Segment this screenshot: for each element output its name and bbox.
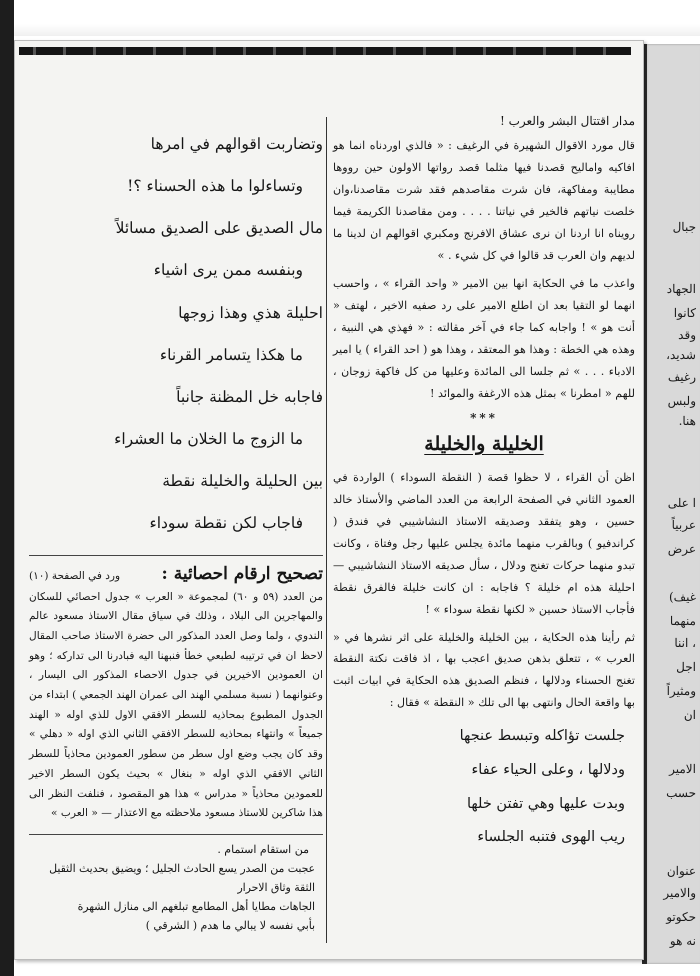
verse-line: وتساءلوا ما هذه الحسناء ؟! — [127, 177, 303, 196]
left-column — [29, 123, 323, 936]
edge-fragment: رغيف — [667, 370, 696, 384]
edge-fragment: حكوتو — [666, 910, 696, 924]
stats-correction — [29, 555, 323, 824]
intro-heading: مدار اقتتال البشر والعرب ! — [499, 114, 635, 128]
story-paragraph: اظن أن القراء ، لا حظوا قصة ( النقطة السوداء ) الواردة في العمود الثاني في الصفحة الرابعة من العدد الماضي والأستاذ خالد حسين ، وهو يتفقد وصديقه الاستاذ النشاشيبي في فندق ( كراندفيو ) وبالقرب منهما مائدة يجلس عليها رجل وفتاة ، وكانت تبدو منهما حركات تغنج ودلال ، سأل صديقه الاستاذ النشاشيبي — احليلة هذه ام خليلة ؟ فاجابه : ان كانت خليلة فالفرق نقطة فأجاب الاستاذ حسين « لكنها نقطة سوداء » ! — [333, 470, 635, 616]
scan-left-edge — [0, 0, 14, 976]
edge-fragment: عنوان — [666, 864, 696, 878]
stats-title: تصحيح ارقام احصائية : — [161, 563, 323, 584]
edge-fragment: والامير — [663, 886, 696, 900]
note-line: بأبي نفسه لا يبالي ما هدم ( الشرقي ) — [145, 918, 315, 932]
edge-fragment: اجل — [676, 660, 696, 674]
edge-fragment: عربياً — [671, 518, 696, 532]
notes-heading: من استقام استمام . — [217, 843, 309, 856]
edge-fragment: منهما — [669, 614, 696, 628]
edge-fragment: وقد — [678, 328, 696, 342]
verse-line: وبنفسه ممن يرى اشياء — [153, 261, 303, 280]
edge-fragment: الجهاد — [666, 282, 696, 296]
verse-line: جلست تؤاكله وتبسط عنجها — [459, 728, 625, 745]
stats-paragraph: من العدد (٥٩ و ٦٠) لمجموعة « العرب » جدول احصائي للسكان والمهاجرين الى البلاد ، وذلك في سياق مقال الاستاذ مسعود عالم الندوي ، ولما وصل العدد المذكور الى حضرة الاستاذ صاحب المقال لاحظ ان في ترتيبه لطبعي خطأ فنبهنا اليه فبادرنا الى تداركه ؛ وهو ان العمودين الاخيرين في جدول الاحصاء المذكور الى اليسار ، وعنوانهما ( نسبة مسلمي الهند الى عمران الهند الجمعي ) ابتداء من الجدول المطبوع بمحاذيه للسطر الافقي الاول للذي اوله « الهند جميعاً » وانتهاء بمحاذيه للسطر الافقي الثاني الذي اوله « دهلي » وقد كان يجب وضع اول سطر من سطور العمودين محاذياً للسطر الثاني الافقي الذي اوله « بنغال » بحيث يكون السطر الاخير للعمودين محاذياً « مدراس » هذا هو المقصود ، فنلفت النظر الى هذا شاكرين للاستاذ مسعود ملاحظته مع الاعتذار — « العرب » — [29, 590, 323, 820]
edge-fragment: ومثيراً — [666, 684, 696, 698]
edge-fragment: جبال — [672, 220, 696, 234]
note-line: عجبت من الصدر يسع الحادث الجليل ؛ ويضيق بحديث الثقيل — [49, 862, 315, 875]
story-paragraph: ثم رأينا هذه الحكاية ، بين الخليلة والخليلة على اثر نشرها في « العرب » ، تتعلق بذهن صديق اعجب بها ، اذ فاقت نكتة النقطة تغنج الحسناء ودلالها ، فنظم الصديق هذه الحكاية في ابيات اثبت بها واقعة الحال وانتهى بها الى تلك « النقطة » فقال : — [333, 630, 635, 710]
notes-divider — [29, 834, 323, 835]
verse-line: فاجاب لكن نقطة سوداء — [149, 514, 303, 533]
newspaper-page — [14, 40, 644, 960]
stats-page-note: ورد في الصفحة (١٠) — [29, 569, 121, 582]
anecdote-paragraph: واعذب ما في الحكاية انها بين الامير « واحد القراء » ، واحسب انهما لو التقيا بعد ان اطلع الامير على رد صفيه الاخير ، لهتف « أنت هو » ! واجابه كما جاء في آخر مقالته : « فهذي هي النبية ، وهذه هي الخطة : وهذا هو المعتقد ، وهذا هو ( احد القراء ) يا امير الادباء . . . » ثم جلسا الى المائدة وعليها من كل فاكهة زوجان ، للهم « امطرنا » بمثل هذه الارغفة والموائد ! — [333, 277, 635, 400]
verse-line: ودلالها ، وعلى الحياء عفاء — [471, 761, 625, 778]
verse-line: وتضاربت اقوالهم في امرها — [150, 135, 323, 153]
verse-line: احليلة هذي وهذا زوجها — [178, 303, 323, 322]
note-line: الجاهات مطايا أهل المطامع تبلغهم الى منازل الشهرة — [77, 899, 315, 913]
edge-fragment: حسب — [666, 786, 696, 800]
edge-fragment: ، اننا — [674, 636, 696, 650]
verse-line: فاجابه خل المظنة جانباً — [176, 387, 323, 406]
note-line: الثقة وثاق الاحرار — [237, 880, 315, 894]
intro-paragraph: قال مورد الاقوال الشهيرة في الرغيف : « فالذي اوردناه انما هو افاكيه واماليح قصدنا فيها مثلما قصد رواتها الاولون حين رووها مطايبة ومفاكهة، فان شرت مقاصدهم فقد شرت مقاصدنا،وان خلصت نياتهم فالخير في نياتنا . . . . ومن مقاصدنا الكريمة فيما رويناه انا اردنا ان نرى عشاق الافرنج ومكبري اقوالهم ان لدينا ما لديهم وان العرب قد قالوا في كل شيء . » — [333, 139, 635, 263]
column-divider — [326, 117, 327, 943]
verse-line: ريب الهوى فتنبه الجلساء — [477, 829, 625, 846]
edge-fragment: هنا. — [678, 414, 696, 428]
verse-line: وبدت عليها وهي تفتن خلها — [466, 795, 625, 812]
verse-line: مال الصديق على الصديق مسائلاً — [115, 219, 323, 238]
right-column — [333, 111, 635, 855]
adjacent-page-strip — [642, 44, 700, 964]
top-decorative-rule — [19, 47, 631, 55]
edge-fragment: ولبس — [667, 394, 696, 408]
edge-fragment: عرض — [667, 542, 696, 556]
scan-top-margin — [0, 0, 700, 36]
edge-fragment: ا على — [667, 496, 696, 510]
edge-fragment: ان — [683, 708, 696, 722]
stats-header — [29, 564, 323, 584]
edge-fragment: نه هو — [669, 934, 696, 948]
section-separator: *** — [470, 410, 498, 425]
edge-fragment: الامير — [669, 762, 696, 776]
verse-line: ما هكذا يتسامر القرناء — [159, 345, 303, 364]
verse-line: بين الحليلة والخليلة نقطة — [162, 472, 323, 491]
edge-fragment: شديد، — [666, 348, 696, 362]
verse-line: ما الزوج ما الخلان ما العشراء — [114, 430, 303, 449]
edge-fragment: كانوا — [673, 306, 696, 320]
story-title: الخليلة والخليلة — [424, 432, 544, 455]
edge-fragment: غيف) — [669, 590, 696, 604]
